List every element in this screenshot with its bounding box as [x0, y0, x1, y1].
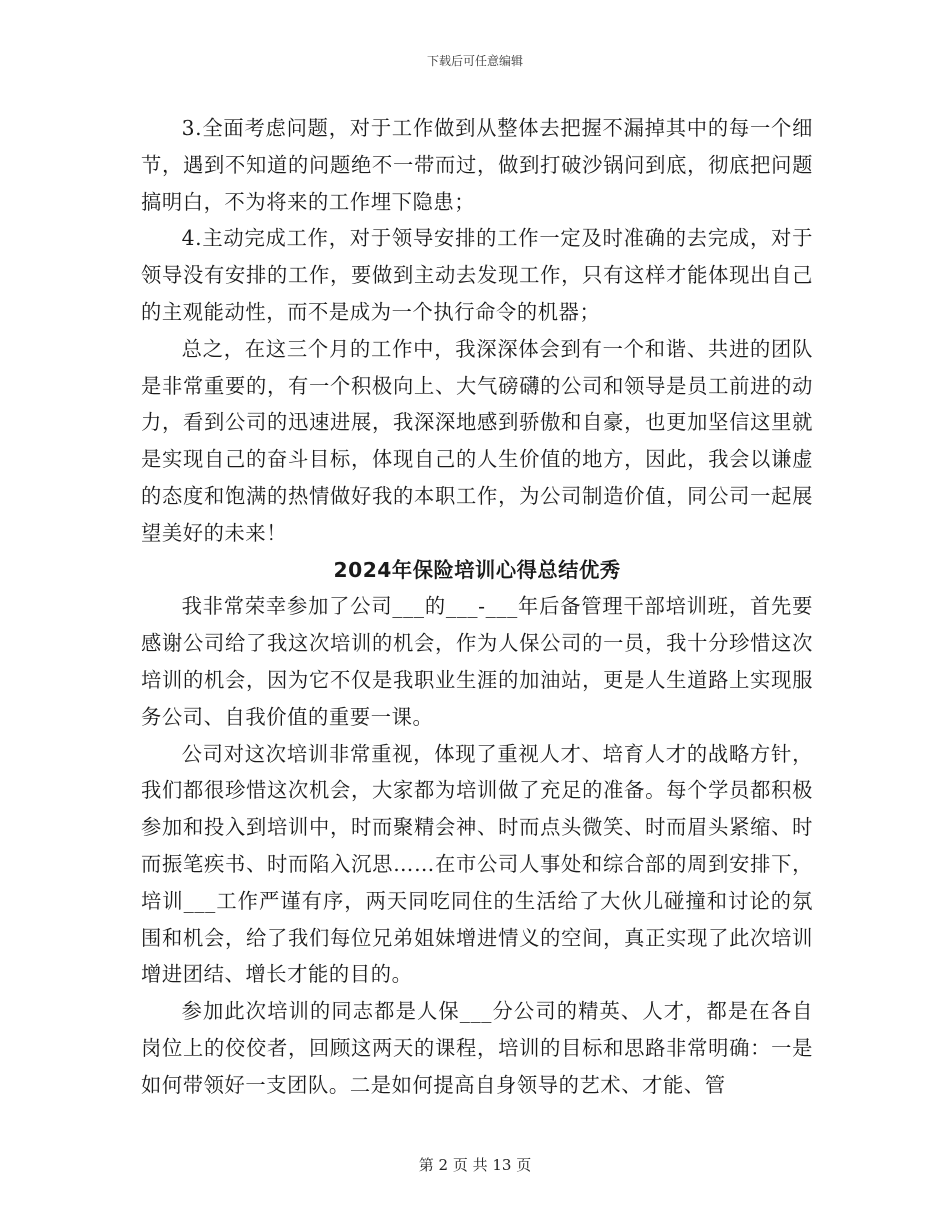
paragraph-participants: 参加此次培训的同志都是人保___分公司的精英、人才，都是在各自岗位上的佼佼者，回顾这两天的课程，培训的目标和思路非常明确：一是如何带领好一支团队。二是如何提高自身领导的艺术、才能、管: [141, 999, 813, 1097]
section-title: 2024年保险培训心得总结优秀: [333, 557, 621, 582]
paragraph-training: 公司对这次培训非常重视，体现了重视人才、培育人才的战略方针，我们都很珍惜这次机会，大家都为培训做了充足的准备。每个学员都积极参加和投入到培训中，时而聚精会神、时而点头微笑、时而眉头紧缩、时而振笔疾书、时而陷入沉思……在市公司人事处和综合部的周到安排下，培训___工作严谨有序，两天同吃同住的生活给了大伙儿碰撞和讨论的氛围和机会，给了我们每位兄弟姐妹增进情义的空间，真正实现了此次培训增进团结、增长才能的目的。: [141, 741, 813, 987]
paragraph-summary: 总之，在这三个月的工作中，我深深体会到有一个和谐、共进的团队是非常重要的，有一个积极向上、大气磅礴的公司和领导是员工前进的动力，看到公司的迅速进展，我深深地感到骄傲和自豪，也更加坚信这里就是实现自己的奋斗目标，体现自己的人生价值的地方，因此，我会以谦虚的态度和饱满的热情做好我的本职工作，为公司制造价值，同公司一起展望美好的未来！: [141, 336, 813, 545]
page-header: 下载后可任意编辑: [426, 54, 523, 68]
page-footer: 第 2 页 共 13 页: [418, 1156, 532, 1174]
document-body: [141, 110, 813, 1104]
paragraph-intro: 我非常荣幸参加了公司___的___-___年后备管理干部培训班，首先要感谢公司给了我这次培训的机会，作为人保公司的一员，我十分珍惜这次培训的机会，因为它不仅是我职业生涯的加油站，更是人生道路上实现服务公司、自我价值的重要一课。: [141, 594, 813, 729]
paragraph-item-4: 4.主动完成工作，对于领导安排的工作一定及时准确的去完成，对于领导没有安排的工作，要做到主动去发现工作，只有这样才能体现出自己的主观能动性，而不是成为一个执行命令的机器；: [141, 226, 813, 324]
paragraph-item-3: 3.全面考虑问题，对于工作做到从整体去把握不漏掉其中的每一个细节，遇到不知道的问题绝不一带而过，做到打破沙锅问到底，彻底把问题搞明白，不为将来的工作埋下隐患；: [141, 116, 813, 214]
